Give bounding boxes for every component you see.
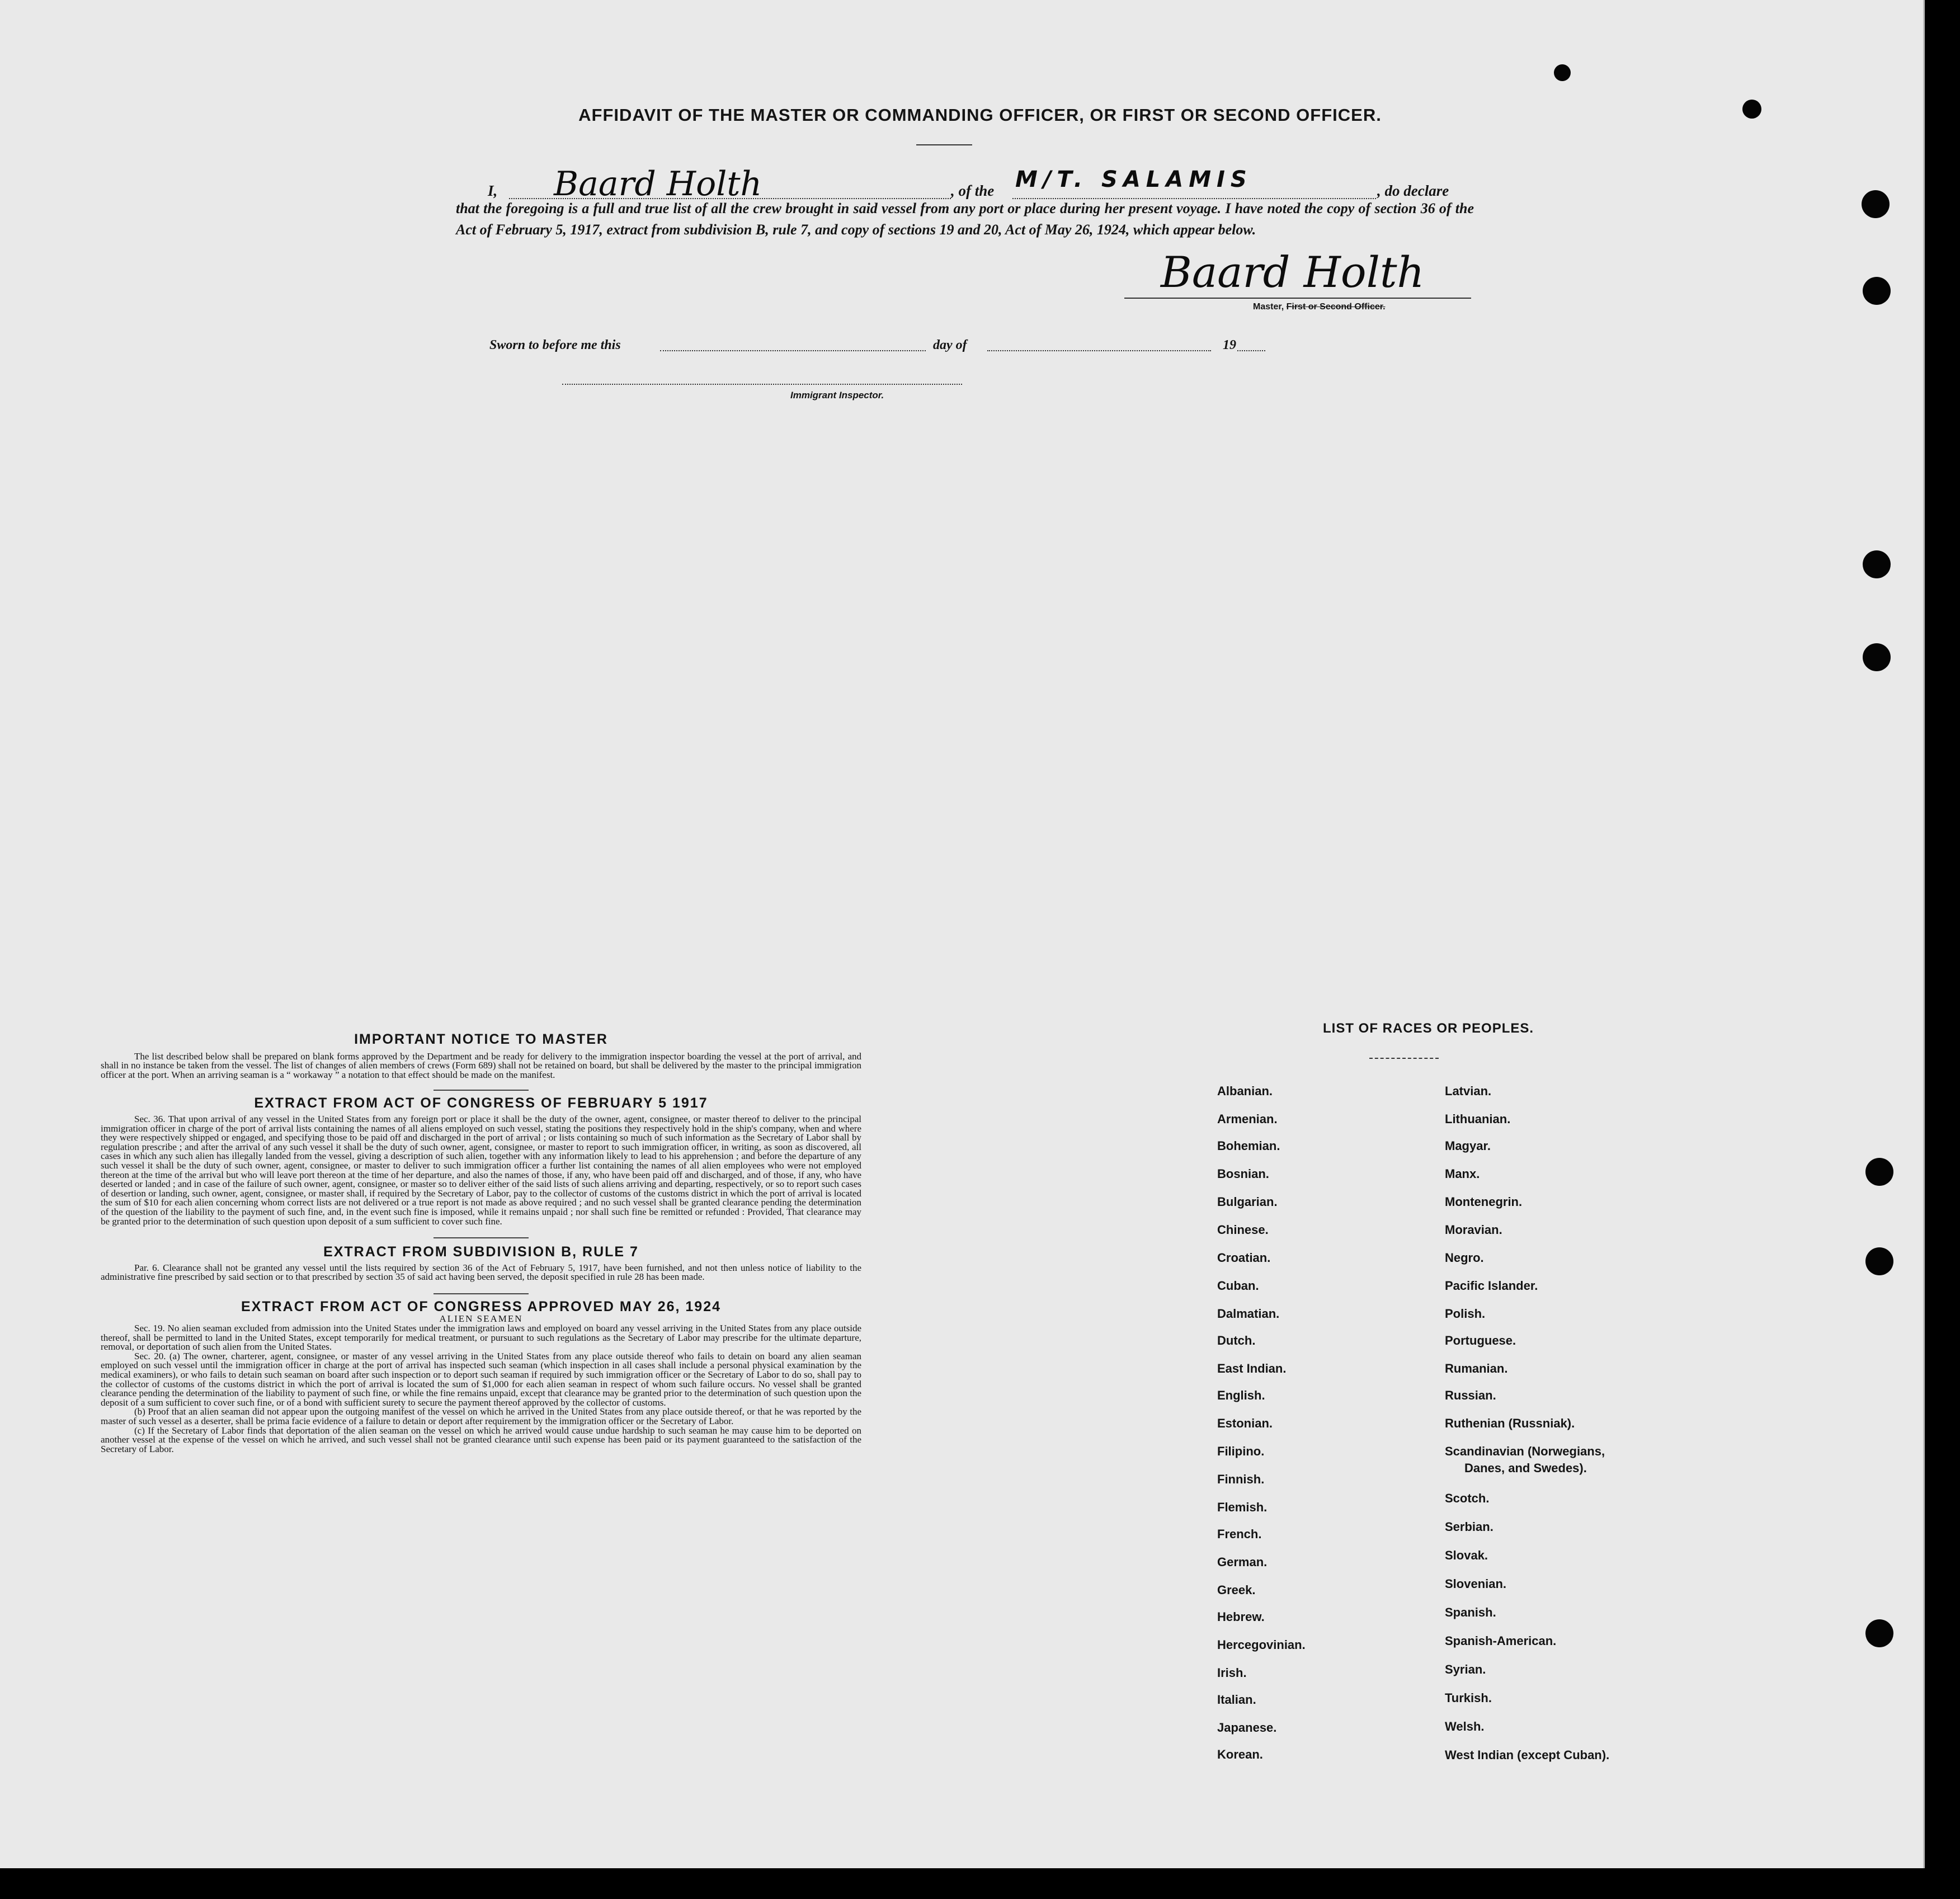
race-item: Scotch. [1445, 1491, 1490, 1505]
punch-hole [1554, 64, 1571, 81]
race-item: Turkish. [1445, 1691, 1492, 1705]
race-item: Croatian. [1217, 1251, 1271, 1265]
race-item: Cuban. [1217, 1279, 1259, 1293]
section-20a-text: Sec. 20. (a) The owner, charterer, agent, consignee, or master of any vessel arriving in the United States from any place outside thereof who fails to detain on board any alien seaman employed on such vessel until the immigration officer in charge at the port of arrival has inspected such seaman (which inspection in all cases shall include a personal physical examination by the medical examiners), or who fails to detain such seaman on board after such inspection or to deport such seaman if required by such immigration officer or the Secretary of Labor to do so, shall pay to the collector of customs of the customs district in which the port of arrival is located the sum of $1,000 for each alien seaman in respect of whom such failure occurs. No vessel shall be granted clearance pending the determination of the liability to payment of such fine, or while the fine remains unpaid, except that clearance may be granted prior to the determination of such question upon the deposit of a sum sufficient to cover such fine, or of a bond with sufficient surety to secure the payment thereof approved by the collector of customs. [101, 1350, 861, 1408]
sworn-label: Sworn to before me this [489, 338, 621, 352]
race-item: Negro. [1445, 1251, 1484, 1265]
punch-hole [1865, 1619, 1893, 1647]
master-label: Master, [1253, 302, 1284, 312]
notice-section [101, 1031, 861, 1454]
divider [434, 1237, 529, 1238]
race-item: Welsh. [1445, 1719, 1485, 1733]
race-item: English. [1217, 1388, 1265, 1402]
sworn-day-field [660, 350, 926, 351]
race-item: Serbian. [1445, 1520, 1493, 1534]
extract-1917-heading: EXTRACT FROM ACT OF CONGRESS OF FEBRUARY 5 1917 [254, 1095, 708, 1111]
race-item: Portuguese. [1445, 1333, 1516, 1347]
extract-1924-heading: EXTRACT FROM ACT OF CONGRESS APPROVED MAY 26, 1924 [241, 1298, 722, 1314]
race-item: Russian. [1445, 1388, 1496, 1402]
sworn-line [0, 338, 1960, 360]
extract-rule7-heading: EXTRACT FROM SUBDIVISION B, RULE 7 [323, 1244, 639, 1260]
inspector-label: Immigrant Inspector. [790, 390, 884, 400]
extract-rule7-text: Par. 6. Clearance shall not be granted any vessel until the lists required by section 36 of the Act of February 5, 1917, have been furnished, and not then unless notice of liability to the administrative fine prescribed by said section or to that prescribed by section 35 of said act having been served, the deposit specified in rule 28 has been made. [101, 1262, 861, 1283]
race-item: Rumanian. [1445, 1361, 1508, 1375]
race-item: Polish. [1445, 1307, 1486, 1321]
race-item: Albanian. [1217, 1084, 1273, 1098]
punch-hole [1863, 550, 1891, 578]
extract-1917-text: Sec. 36. That upon arrival of any vessel in the United States from any foreign port or place it shall be the duty of the owner, agent, consignee, or master thereof to deliver to the principal immigration officer in charge of the port of arrival lists containing the names of all aliens employed on such vessel, stating the positions they respectively hold in the ship's company, when and where they were respectively shipped or engaged, and specifying those to be paid off and discharged in the port of arrival ; or lists containing so much of such information as the Secretary of Labor shall by regulation prescribe ; and after the arrival of any such vessel it shall be the duty of such owner, agent, consignee, or master to report to such immigration officer, in writing, as soon as discovered, all cases in which any such alien has illegally landed from the vessel, giving a description of such alien, together with any information likely to lead to his apprehension ; and before the departure of any such vessel it shall be the duty of such owner, agent, consignee, or master to deliver to such immigration officer a further list containing the names of all alien employees who were not employed thereon at the time of the arrival but who will leave port thereon at the time of her departure, and also the names of those, if any, who have been paid off and discharged, and of those, if any, who have deserted or landed ; and in case of the failure of such owner, agent, consignee, or master so to deliver either of the said lists of such aliens arriving and departing, respectively, or so to report such cases of desertion or landing, such owner, agent, consignee, or master shall, if required by the Secretary of Labor, pay to the collector of customs of the customs district in which the port of arrival is located the sum of $10 for each alien concerning whom correct lists are not delivered or a true report is not made as above required ; and no such vessel shall be granted clearance pending the determination of the question of the liability to the payment of such fine, and, in the event such fine is imposed, while it remains unpaid ; nor shall such fine be remitted or refunded : Provided, That clearance may be granted prior to the determination of such question upon deposit of a sum sufficient to cover such fine. [101, 1113, 861, 1227]
race-item: Korean. [1217, 1747, 1263, 1761]
section-19-text: Sec. 19. No alien seaman excluded from admission into the United States under the immigration laws and employed on board any vessel arriving in the United States from any place outside thereof, shall be permitted to land in the United States, except temporarily for medical treatment, or pursuant to such regulations as the Secretary of Labor may prescribe for the ultimate departure, removal, or deportation of such alien from the United States. [101, 1323, 861, 1353]
divider [1369, 1058, 1439, 1059]
race-item: Syrian. [1445, 1662, 1486, 1676]
section-20b-text: (b) Proof that an alien seaman did not appear upon the outgoing manifest of the vessel on which he arrived in the United States from any place outside thereof, or that he was reported by the master of such vessel as a deserter, shall be prima facie evidence of a failure to detain or deport after requirement by the immigration officer or the Secretary of Labor. [101, 1406, 861, 1426]
do-declare-label: , do declare [1377, 182, 1449, 199]
race-item: Italian. [1217, 1693, 1256, 1707]
day-of-label: day of [933, 338, 967, 352]
race-item: Hercegovinian. [1217, 1638, 1306, 1652]
race-item: Lithuanian. [1445, 1112, 1511, 1126]
races-title: LIST OF RACES OR PEOPLES. [1323, 1021, 1534, 1036]
race-item: Greek. [1217, 1583, 1256, 1597]
punch-hole [1863, 277, 1891, 305]
race-item: Latvian. [1445, 1084, 1492, 1098]
divider [916, 144, 972, 145]
race-item: Pacific Islander. [1445, 1279, 1538, 1293]
section-20c-text: (c) If the Secretary of Labor finds that deportation of the alien seaman on the vessel on which he arrived would cause undue hardship to such seaman he may cause him to be deported on another vessel at the expense of the vessel on which he arrived, and such vessel shall not be granted clearance until such expense has been paid or its payment guaranteed to the satisfaction of the Secretary of Labor. [101, 1425, 861, 1454]
race-item: Ruthenian (Russniak). [1445, 1416, 1575, 1430]
vessel-name-handwritten: M/T. SALAMIS [1015, 167, 1252, 192]
race-item: German. [1217, 1555, 1268, 1569]
race-item: Spanish-American. [1445, 1634, 1557, 1648]
race-item: Slovak. [1445, 1548, 1488, 1562]
race-item: Bohemian. [1217, 1139, 1280, 1153]
affidavit-title: AFFIDAVIT OF THE MASTER OR COMMANDING OFFICER, OR FIRST OR SECOND OFFICER. [578, 105, 1382, 125]
inspector-signature-line [562, 384, 962, 385]
signature-label [1253, 302, 1386, 312]
race-item: Spanish. [1445, 1605, 1496, 1619]
race-item: Dutch. [1217, 1333, 1256, 1347]
race-item: Bosnian. [1217, 1167, 1269, 1181]
race-item: Manx. [1445, 1167, 1480, 1181]
struck-officer-label: First or Second Officer. [1286, 302, 1386, 312]
race-item: Filipino. [1217, 1444, 1265, 1458]
signature-handwritten: Baard Holth [1161, 247, 1425, 297]
notice-heading: IMPORTANT NOTICE TO MASTER [354, 1031, 608, 1047]
punch-hole [1863, 643, 1891, 671]
race-item: Moravian. [1445, 1223, 1502, 1237]
race-item: Slovenian. [1445, 1577, 1507, 1591]
race-item: Danes, and Swedes). [1464, 1461, 1587, 1475]
signature-line [1124, 298, 1471, 299]
race-item: Hebrew. [1217, 1610, 1265, 1624]
race-item: Montenegrin. [1445, 1195, 1523, 1209]
race-item: East Indian. [1217, 1361, 1287, 1375]
divider [434, 1090, 529, 1091]
alien-seamen-subheading: ALIEN SEAMEN [439, 1313, 523, 1325]
race-item: Flemish. [1217, 1500, 1268, 1514]
race-item: Finnish. [1217, 1472, 1265, 1486]
punch-hole [1865, 1158, 1893, 1186]
race-item: Armenian. [1217, 1112, 1278, 1126]
race-item: Magyar. [1445, 1139, 1491, 1153]
declaration-prefix: I, [488, 182, 498, 199]
signer-name-handwritten: Baard Holth [554, 164, 762, 204]
race-item: Chinese. [1217, 1223, 1269, 1237]
race-item: Scandinavian (Norwegians, [1445, 1444, 1605, 1458]
punch-hole [1865, 1247, 1893, 1275]
race-item: French. [1217, 1527, 1262, 1541]
race-item: Irish. [1217, 1666, 1247, 1680]
race-item: West Indian (except Cuban). [1445, 1748, 1610, 1762]
declaration-text: that the foregoing is a full and true list of all the crew brought in said vessel from any port or place during her present voyage. I have noted the copy of section 36 of the Act of February 5, 1917, extract from subdivision B, rule 7, and copy of sections 19 and 20, Act of May 26, 1924, which appear below. [456, 200, 1474, 238]
sworn-year-field [1237, 350, 1265, 351]
race-item: Japanese. [1217, 1721, 1277, 1735]
race-item: Bulgarian. [1217, 1195, 1278, 1209]
sworn-month-field [987, 350, 1211, 351]
divider [434, 1293, 529, 1294]
race-item: Dalmatian. [1217, 1307, 1280, 1321]
of-the-label: , of the [951, 182, 995, 199]
notice-text: The list described below shall be prepared on blank forms approved by the Department and be ready for delivery to the immigration inspector boarding the vessel at the port of arrival, and shall in no instance be taken from the vessel. The list of changes of alien members of crews (Form 689) shall not be retained on board, but shall be delivered by the master to the principal immigration officer at the port. When an arriving seaman is a “ workaway ” a notation to that effect should be made on the manifest. [101, 1050, 861, 1080]
race-item: Estonian. [1217, 1416, 1273, 1430]
year-label: 19 [1223, 338, 1236, 352]
